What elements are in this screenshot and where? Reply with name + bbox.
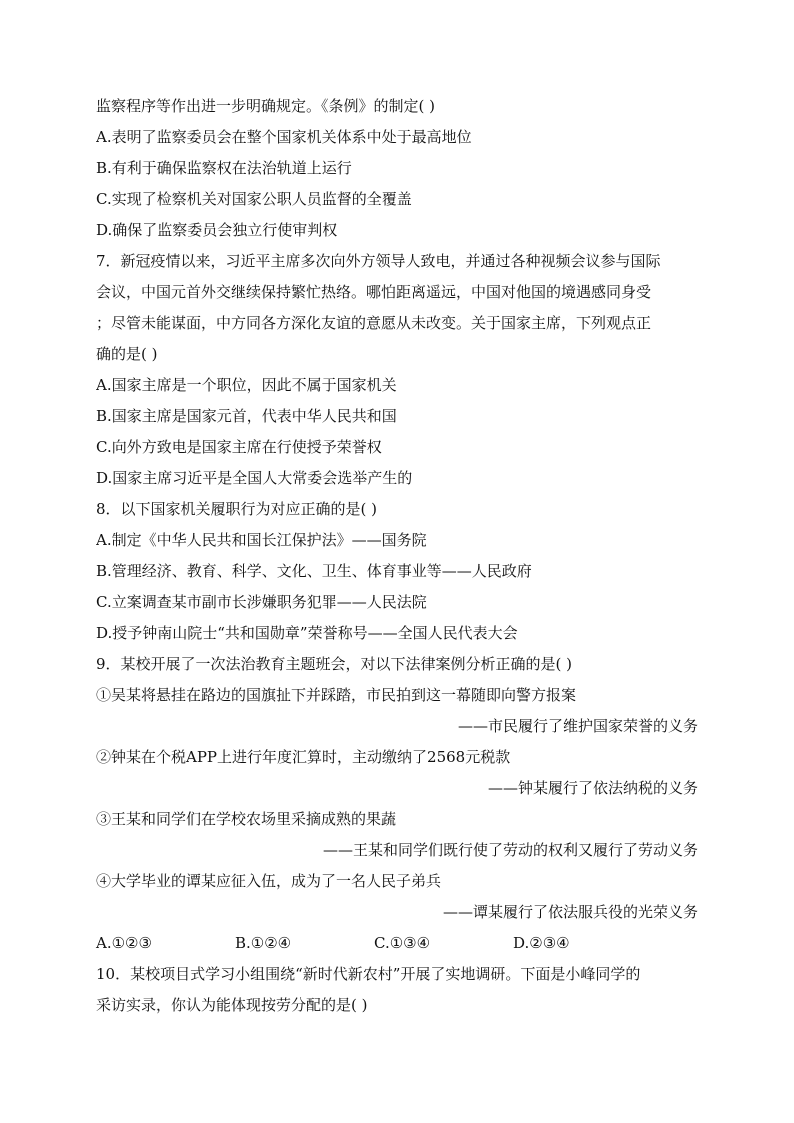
q10-line: 采访实录，你认为能体现按劳分配的是( ) <box>96 996 368 1014</box>
q9-options <box>96 928 698 959</box>
text-line: C.向外方致电是国家主席在行使授予荣誉权 <box>96 438 382 456</box>
text-line: A.制定《中华人民共和国长江保护法》——国务院 <box>96 531 427 549</box>
text-line: B.国家主席是国家元首，代表中华人民共和国 <box>96 407 397 425</box>
text-line: 7．新冠疫情以来，习近平主席多次向外方领导人致电，并通过各种视频会议参与国际 <box>96 252 661 270</box>
text-line: ②钟某在个税APP上进行年度汇算时，主动缴纳了2568元税款 <box>96 748 511 766</box>
question-text-block <box>96 91 698 928</box>
text-line: ；尽管未能谋面，中方同各方深化友谊的意愿从未改变。关于国家主席，下列观点正 <box>96 314 652 332</box>
q10-line: 10．某校项目式学习小组围绕“新时代新农村”开展了实地调研。下面是小峰同学的 <box>96 965 641 983</box>
text-line: B.管理经济、教育、科学、文化、卫生、体育事业等——人民政府 <box>96 562 532 580</box>
text-line: ——市民履行了维护国家荣誉的义务 <box>457 717 698 735</box>
text-line: 会议，中国元首外交继续保持繁忙热络。哪怕距离遥远，中国对他国的境遇感同身受 <box>96 283 652 301</box>
text-line: D.确保了监察委员会独立行使审判权 <box>96 221 338 239</box>
text-line: ③王某和同学们在学校农场里采摘成熟的果蔬 <box>96 810 397 828</box>
text-line: 8．以下国家机关履职行为对应正确的是( ) <box>96 500 378 518</box>
text-line: C.立案调查某市副市长涉嫌职务犯罪——人民法院 <box>96 593 427 611</box>
q9-option-a: A.①②③ <box>96 934 152 952</box>
text-line: ——谭某履行了依法服兵役的光荣义务 <box>442 903 698 921</box>
q9-option-d: D.②③④ <box>513 934 570 952</box>
text-line: ——王某和同学们既行使了劳动的权利又履行了劳动义务 <box>322 841 698 859</box>
text-line: ——钟某履行了依法纳税的义务 <box>487 779 698 797</box>
text-line: 9．某校开展了一次法治教育主题班会，对以下法律案例分析正确的是( ) <box>96 655 573 673</box>
text-line: B.有利于确保监察权在法治轨道上运行 <box>96 159 352 177</box>
text-line: ④大学毕业的谭某应征入伍，成为了一名人民子弟兵 <box>96 872 442 890</box>
text-line: D.国家主席习近平是全国人大常委会选举产生的 <box>96 469 413 487</box>
q9-option-c: C.①③④ <box>374 934 431 952</box>
q9-option-b: B.①②④ <box>235 934 292 952</box>
text-line: 监察程序等作出进一步明确规定。《条例》的制定( ) <box>96 97 435 115</box>
text-line: ①吴某将悬挂在路边的国旗扯下并踩踏，市民拍到这一幕随即向警方报案 <box>96 686 577 704</box>
text-line: A.国家主席是一个职位，因此不属于国家机关 <box>96 376 397 394</box>
text-line: C.实现了检察机关对国家公职人员监督的全覆盖 <box>96 190 412 208</box>
text-line: 确的是( ) <box>96 345 158 363</box>
text-line: D.授予钟南山院士“共和国勋章”荣誉称号——全国人民代表大会 <box>96 624 518 642</box>
text-line: A.表明了监察委员会在整个国家机关体系中处于最高地位 <box>96 128 472 146</box>
